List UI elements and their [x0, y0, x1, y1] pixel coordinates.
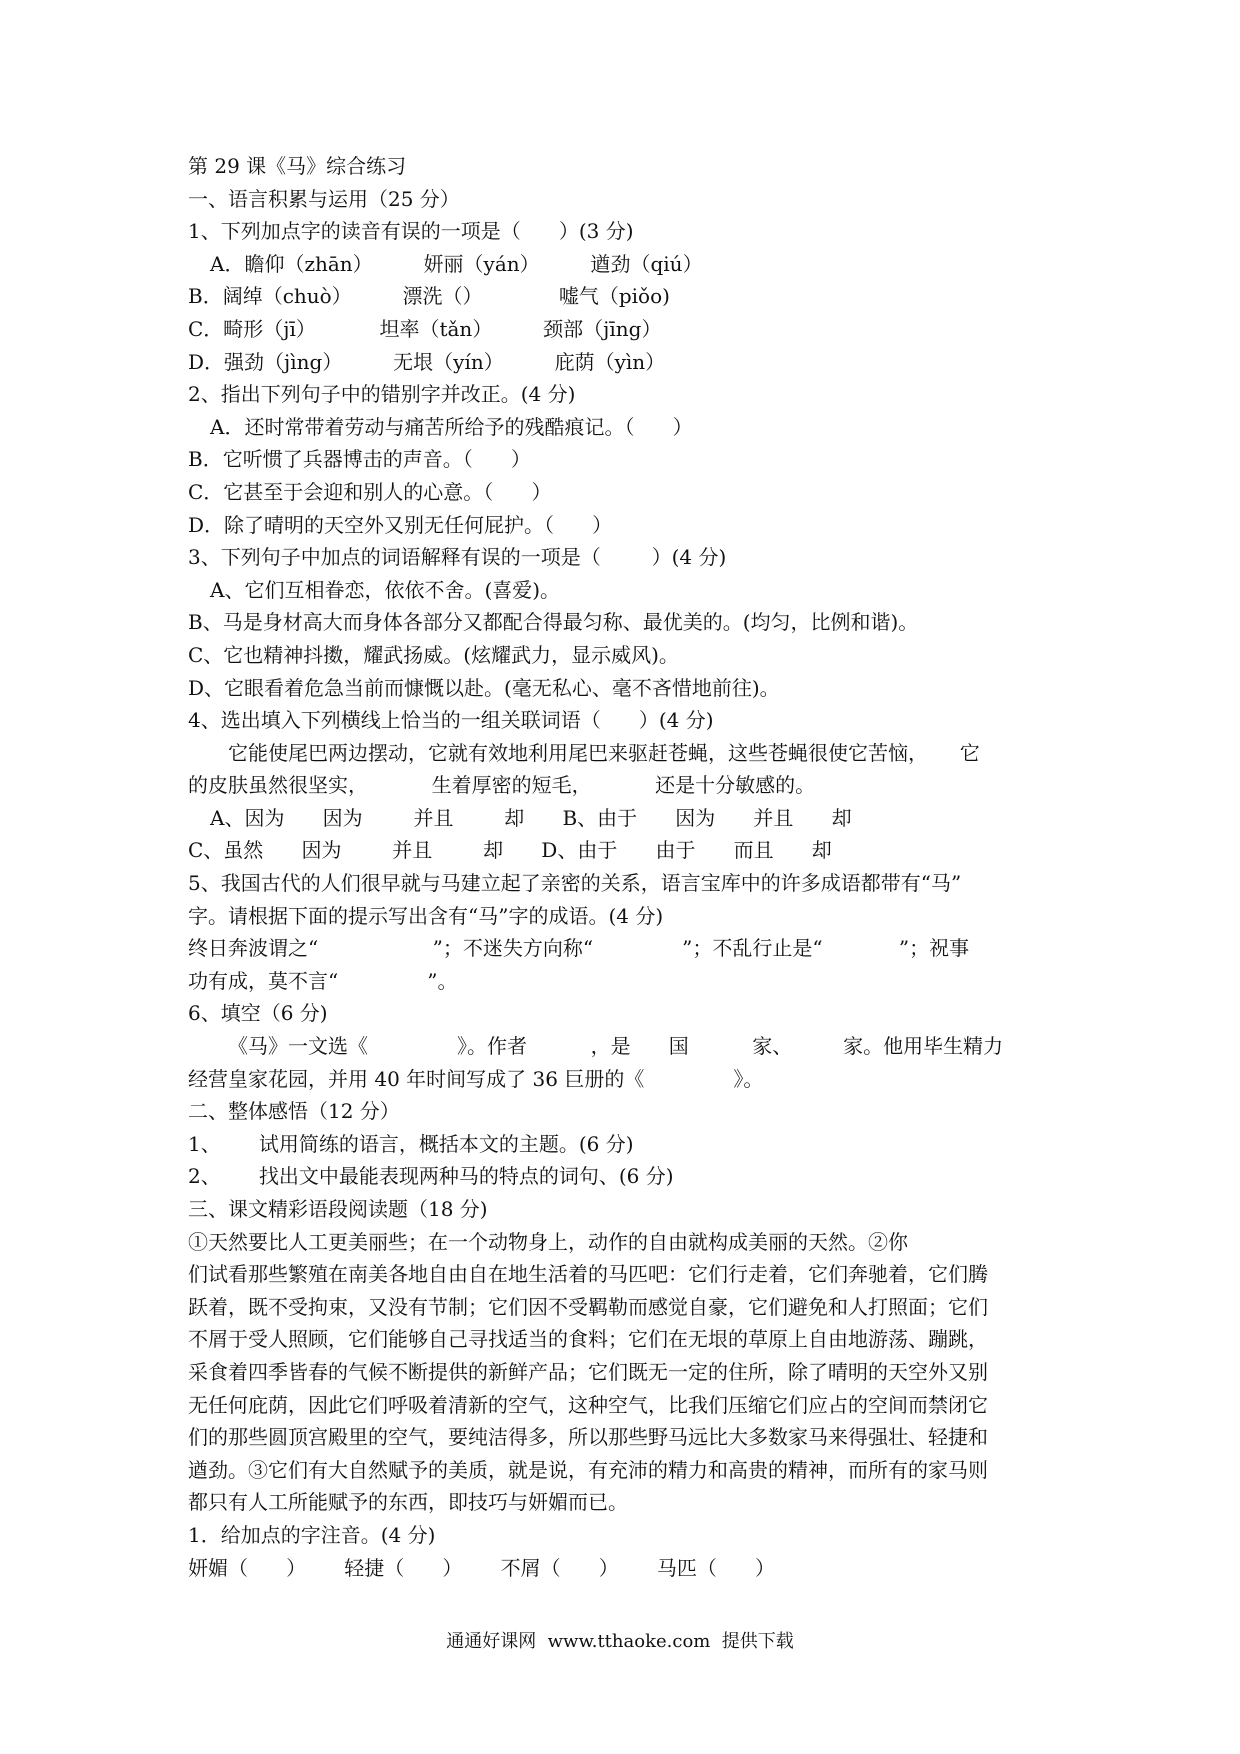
option-line: C．畸形（jī） 坦率（tǎn） 颈部（jīng）: [188, 316, 662, 341]
passage-line: 的皮肤虽然很坚实， 生着厚密的短毛， 还是十分敏感的。: [188, 773, 816, 798]
download-footer: 通通好课网 www.tthaoke.com 提供下载: [446, 1631, 794, 1652]
option-line: B．阔绰（chuò） 漂洗（） 嘘气（piǒo): [188, 284, 670, 309]
fill-in-line: 经营皇家花园，并用 40 年时间写成了 36 巨册的《 》。: [188, 1066, 764, 1091]
passage-line: 无任何庇荫，因此它们呼吸着清新的空气，这种空气，比我们压缩它们应占的空间而禁闭它: [188, 1392, 988, 1417]
question-line: 5、我国古代的人们很早就与马建立起了亲密的关系，语言宝库中的许多成语都带有“马”: [188, 871, 962, 896]
option-line: B、马是身材高大而身体各部分又都配合得最匀称、最优美的。(均匀，比例和谐)。: [188, 610, 919, 635]
option-line: A．还时常带着劳动与痛苦所给予的残酷痕记。（ ）: [210, 414, 693, 439]
option-line: C．它甚至于会迎和别人的心意。（ ）: [188, 479, 552, 504]
passage-line: 它能使尾巴两边摆动，它就有效地利用尾巴来驱赶苍蝇，这些苍蝇很使它苦恼， 它: [228, 740, 980, 765]
option-line: C、虽然 因为 并且 却 D、由于 由于 而且 却: [188, 838, 832, 863]
option-line: A、它们互相眷恋，依依不舍。(喜爱)。: [210, 577, 561, 602]
question-line: 2、指出下列句子中的错别字并改正。(4 分): [188, 382, 576, 407]
section-heading: 一、语言积累与运用（25 分）: [188, 186, 460, 211]
passage-line: 们试看那些繁殖在南美各地自由自在地生活着的马匹吧：它们行走着，它们奔驰着，它们腾: [188, 1262, 988, 1287]
fill-in-line: 终日奔波谓之“ ”；不迷失方向称“ ”；不乱行止是“ ”；祝事: [188, 936, 970, 961]
question-line: 字。请根据下面的提示写出含有“马”字的成语。(4 分): [188, 903, 664, 928]
section-heading: 二、整体感悟（12 分）: [188, 1099, 400, 1124]
option-line: A．瞻仰（zhān） 妍丽（yán） 遒劲（qiú）: [210, 251, 703, 276]
option-line: D．除了晴明的天空外又别无任何屁护。（ ）: [188, 512, 613, 537]
option-line: D、它眼看着危急当前而慷慨以赴。(毫无私心、毫不吝惜地前往)。: [188, 675, 780, 700]
answer-line: 妍媚（ ） 轻捷（ ） 不屑（ ） 马匹（ ）: [188, 1555, 776, 1580]
fill-in-line: 功有成，莫不言“ ”。: [188, 968, 458, 993]
passage-line: 们的那些圆顶宫殿里的空气，要纯洁得多，所以那些野马远比大多数家马来得强壮、轻捷和: [188, 1425, 988, 1450]
passage-line: ①天然要比人工更美丽些；在一个动物身上，动作的自由就构成美丽的天然。②你: [188, 1229, 908, 1254]
passage-line: 不屑于受人照顾，它们能够自己寻找适当的食料；它们在无垠的草原上自由地游荡、蹦跳，: [188, 1327, 988, 1352]
question-line: 1．给加点的字注音。(4 分): [188, 1522, 436, 1547]
option-line: B．它听惯了兵器博击的声音。（ ）: [188, 447, 531, 472]
question-line: 1、 试用简练的语言，概括本文的主题。(6 分): [188, 1131, 634, 1156]
passage-line: 跃着，既不受拘束，又没有节制；它们因不受羁勒而感觉自豪，它们避免和人打照面；它们: [188, 1294, 988, 1319]
question-line: 2、 找出文中最能表现两种马的特点的词句、(6 分): [188, 1164, 674, 1189]
question-line: 1、下列加点字的读音有误的一项是（ ）(3 分): [188, 219, 634, 244]
section-heading: 三、课文精彩语段阅读题（18 分): [188, 1197, 488, 1221]
passage-line: 采食着四季皆春的气候不断提供的新鲜产品；它们既无一定的住所，除了晴明的天空外又别: [188, 1359, 988, 1384]
worksheet-title: 第 29 课《马》综合练习: [188, 154, 407, 178]
option-line: D．强劲（jìng） 无垠（yín） 庇荫（yìn）: [188, 349, 666, 374]
option-line: C、它也精神抖擞，耀武扬威。(炫耀武力，显示威风)。: [188, 642, 679, 667]
passage-line: 都只有人工所能赋予的东西，即技巧与妍媚而已。: [188, 1490, 628, 1515]
question-line: 3、下列句子中加点的词语解释有误的一项是（ ）(4 分): [188, 545, 727, 570]
fill-in-line: 《马》一文选《 》。作者 ，是 国 家、 家。他用毕生精力: [228, 1034, 1004, 1059]
option-line: A、因为 因为 并且 却 B、由于 因为 并且 却: [210, 805, 852, 830]
passage-line: 遒劲。③它们有大自然赋予的美质，就是说，有充沛的精力和高贵的精神，而所有的家马则: [188, 1457, 988, 1482]
worksheet-page: [188, 150, 1060, 1584]
question-line: 6、填空（6 分): [188, 1001, 328, 1026]
question-line: 4、选出填入下列横线上恰当的一组关联词语（ ）(4 分): [188, 708, 714, 733]
